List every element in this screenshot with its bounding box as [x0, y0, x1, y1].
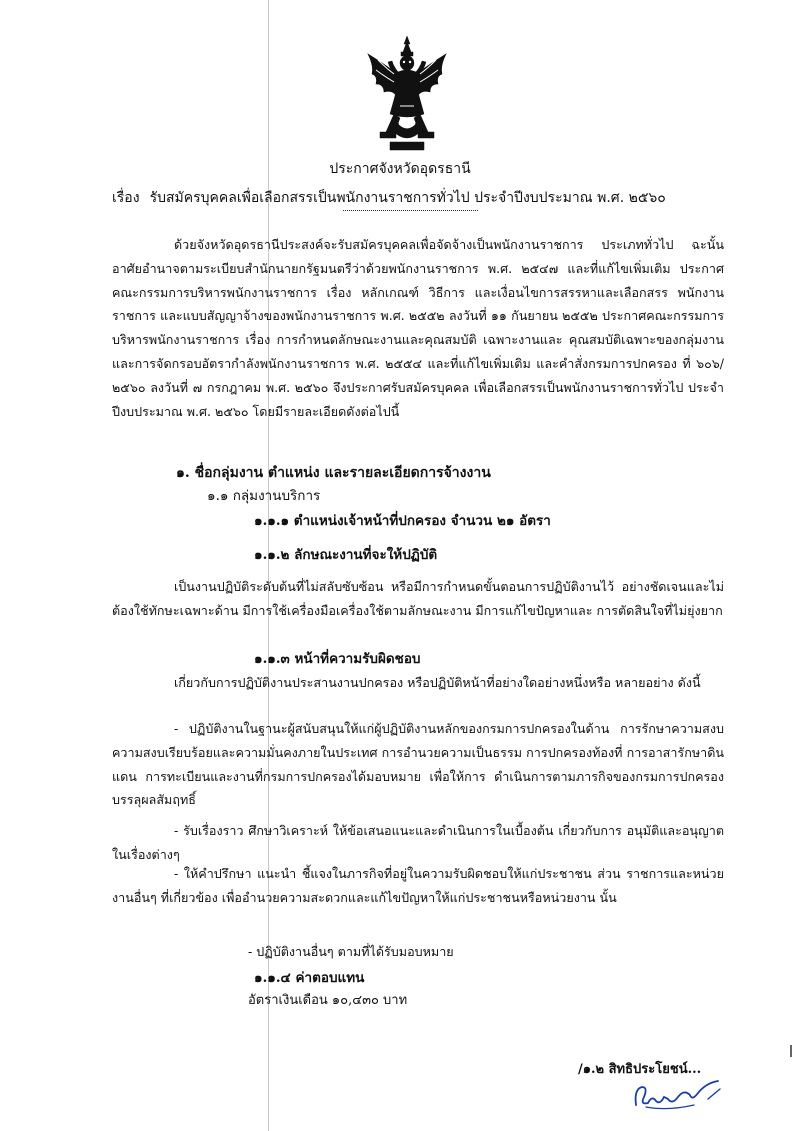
- duty-intro-paragraph: เกี่ยวกับการปฏิบัติงานประสานงานปกครอง หรือปฏิบัติหน้าที่อย่างใดอย่างหนึ่งหรือ หลายอย่าง ดังนี้: [174, 675, 701, 690]
- subject-text: รับสมัครบุคคลเพื่อเลือกสรรเป็นพนักงานราชการทั่วไป ประจำปีงบประมาณ พ.ศ. ๒๕๖๐: [149, 190, 666, 206]
- edge-mark: [790, 1045, 792, 1057]
- garuda-emblem-icon: [364, 34, 450, 152]
- next-page-reference: /๑.๒ สิทธิประโยชน์...: [578, 1062, 702, 1077]
- duty-item: - ปฏิบัติงานอื่นๆ ตามที่ได้รับมอบหมาย: [248, 944, 454, 959]
- title-divider: [343, 210, 478, 211]
- pay-heading: ๑.๑.๔ ค่าตอบแทน: [254, 970, 365, 986]
- subject-label: เรื่อง: [112, 190, 140, 206]
- intro-paragraph: ด้วยจังหวัดอุดรธานีประสงค์จะรับสมัครบุคคลเพื่อจัดจ้างเป็นพนักงานราชการ ประเภททั่วไป ฉะนั้น อาศัยอำนาจตามระเบียบสำนักนายกรัฐมนตรีว่าด้วยพนักงานราชการ พ.ศ. ๒๕๔๗ และที่แก้ไขเพิ่มเติม ประกาศคณะกรรมการบริหารพนักงานราชการ เรื่อง หลักเกณฑ์ วิธีการ และเงื่อนไขการสรรหาและเลือกสรร พนักงานราชการ และแบบสัญญาจ้างของพนักงานราชการ พ.ศ. ๒๕๕๒ ลงวันที่ ๑๑ กันยายน ๒๕๕๒ ประกาศคณะกรรมการบริหารพนักงานราชการ เรื่อง การกำหนดลักษณะงานและคุณสมบัติ เฉพาะงานและ คุณสมบัติเฉพาะของกลุ่มงาน และการจัดกรอบอัตรากำลังพนักงานราชการ พ.ศ. ๒๕๕๔ และที่แก้ไขเพิ่มเติม และคำสั่งกรมการปกครอง ที่ ๖๐๖/ ๒๕๖๐ ลงวันที่ ๗ กรกฎาคม พ.ศ. ๒๕๖๐ จึงประกาศรับสมัครบุคคล เพื่อเลือกสรรเป็นพนักงานราชการทั่วไป ประจำปีงบประมาณ พ.ศ. ๒๕๖๐ โดยมีรายละเอียดดังต่อไปนี้: [112, 237, 724, 419]
- title-block: [0, 159, 800, 179]
- position-heading: ๑.๑.๑ ตำแหน่งเจ้าหน้าที่ปกครอง จำนวน ๒๑ อัตรา: [254, 513, 551, 529]
- duty-item: - รับเรื่องราว ศึกษาวิเคราะห์ ให้ข้อเสนอแนะและดำเนินการในเบื้องต้น เกี่ยวกับการ อนุมัติและอนุญาตในเรื่องต่างๆ: [112, 823, 724, 862]
- duty-item: - ให้คำปรึกษา แนะนำ ชี้แจงในภารกิจที่อยู่ในความรับผิดชอบให้แก่ประชาชน ส่วน ราชการและหน่วยงานอื่นๆ ที่เกี่ยวข้อง เพื่ออำนวยความสะดวกและแก้ไขปัญหาให้แก่ประชาชนหรือหน่วยงาน นั้น: [112, 866, 724, 905]
- section-1-heading: ๑. ชื่อกลุ่มงาน ตำแหน่ง และรายละเอียดการจ้างงาน: [176, 465, 491, 481]
- document-subject: [112, 188, 666, 208]
- document-title: ประกาศจังหวัดอุดรธานี: [329, 161, 471, 177]
- nature-heading: ๑.๑.๒ ลักษณะงานที่จะให้ปฏิบัติ: [254, 547, 438, 563]
- duty-item: - ปฏิบัติงานในฐานะผู้สนับสนุนให้แก่ผู้ปฏิบัติงานหลักของกรมการปกครองในด้าน การรักษาความสงบความสงบเรียบร้อยและความมั่นคงภายในประเทศ การอำนวยความเป็นธรรม การปกครองท้องที่ การอาสารักษาดินแดน การทะเบียนและงานที่กรมการปกครองได้มอบหมาย เพื่อให้การ ดำเนินการตามภารกิจของกรมการปกครองบรรลุผลสัมฤทธิ์: [112, 721, 724, 808]
- duty-heading: ๑.๑.๓ หน้าที่ความรับผิดชอบ: [254, 651, 421, 667]
- signature-icon: [628, 1075, 732, 1115]
- group-heading: ๑.๑ กลุ่มงานบริการ: [207, 488, 321, 504]
- nature-paragraph: เป็นงานปฏิบัติระดับต้นที่ไม่สลับซับซ้อน หรือมีการกำหนดขั้นตอนการปฏิบัติงานไว้ อย่างชัดเจนและไม่ต้องใช้ทักษะเฉพาะด้าน มีการใช้เครื่องมือเครื่องใช้ตามลักษณะงาน มีการแก้ไขปัญหาและ การตัดสินใจที่ไม่ยุ่งยาก: [112, 579, 724, 618]
- pay-text: อัตราเงินเดือน ๑๐,๔๓๐ บาท: [248, 993, 408, 1008]
